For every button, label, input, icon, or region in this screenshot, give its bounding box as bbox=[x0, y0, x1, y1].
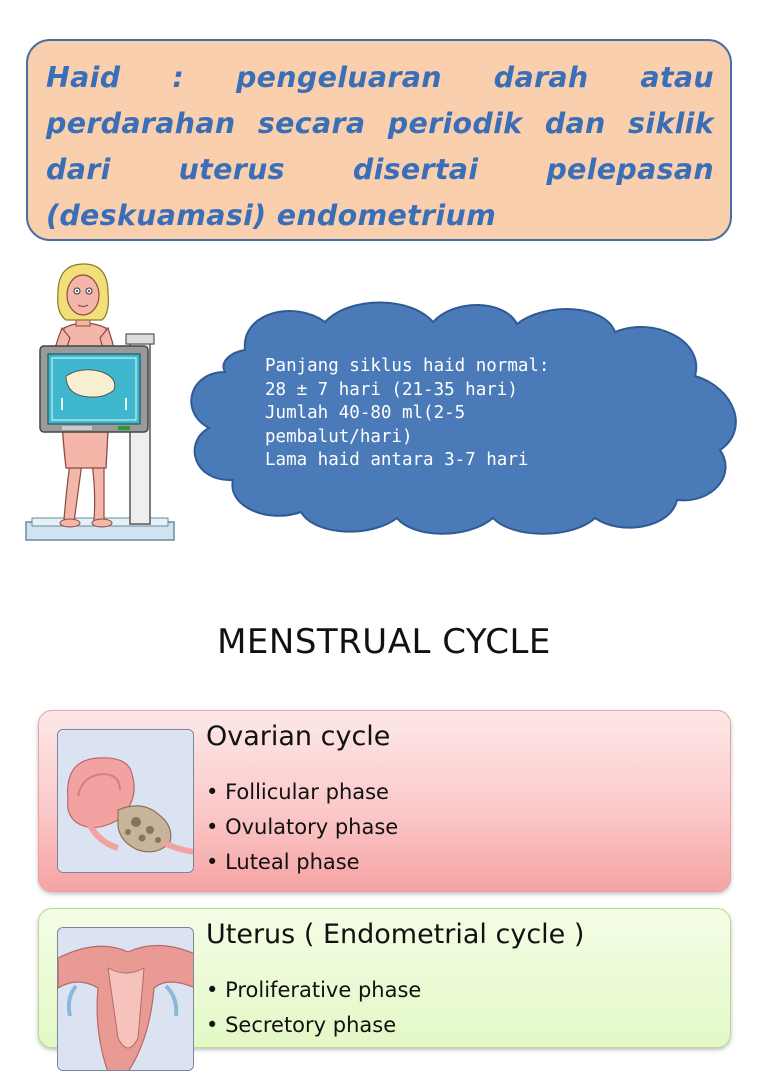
list-item: • Ovulatory phase bbox=[206, 810, 398, 845]
card-heading: Uterus ( Endometrial cycle ) bbox=[206, 919, 585, 950]
cloud-text bbox=[265, 355, 655, 473]
uterus-illustration bbox=[57, 927, 194, 1071]
bullet-list bbox=[206, 973, 421, 1043]
cloud-line: Panjang siklus haid normal: bbox=[265, 356, 550, 376]
cloud-line: 28 ± 7 hari (21-35 hari) bbox=[265, 379, 518, 400]
list-item: • Secretory phase bbox=[206, 1008, 421, 1043]
ovary-illustration bbox=[57, 729, 194, 873]
list-item: • Follicular phase bbox=[206, 775, 398, 810]
list-item: • Luteal phase bbox=[206, 845, 398, 880]
list-item: • Proliferative phase bbox=[206, 973, 421, 1008]
cloud-line: Lama haid antara 3-7 hari bbox=[265, 450, 529, 470]
uterus-cycle-card bbox=[38, 908, 731, 1048]
cloud-line: pembalut/hari) bbox=[265, 426, 413, 447]
ovarian-cycle-card bbox=[38, 710, 731, 892]
woman-xray-scale-illustration bbox=[22, 258, 182, 548]
bullet-list bbox=[206, 775, 398, 880]
card-heading: Ovarian cycle bbox=[206, 721, 391, 752]
definition-box bbox=[26, 39, 732, 241]
cloud-line: Jumlah 40-80 ml(2-5 bbox=[265, 403, 466, 423]
definition-text: Haid : pengeluaran darah atau perdarahan secara periodik dan siklik dari uterus disertai pelepasan (deskuamasi) endometrium bbox=[46, 61, 714, 232]
section-title: MENSTRUAL CYCLE bbox=[217, 622, 551, 662]
